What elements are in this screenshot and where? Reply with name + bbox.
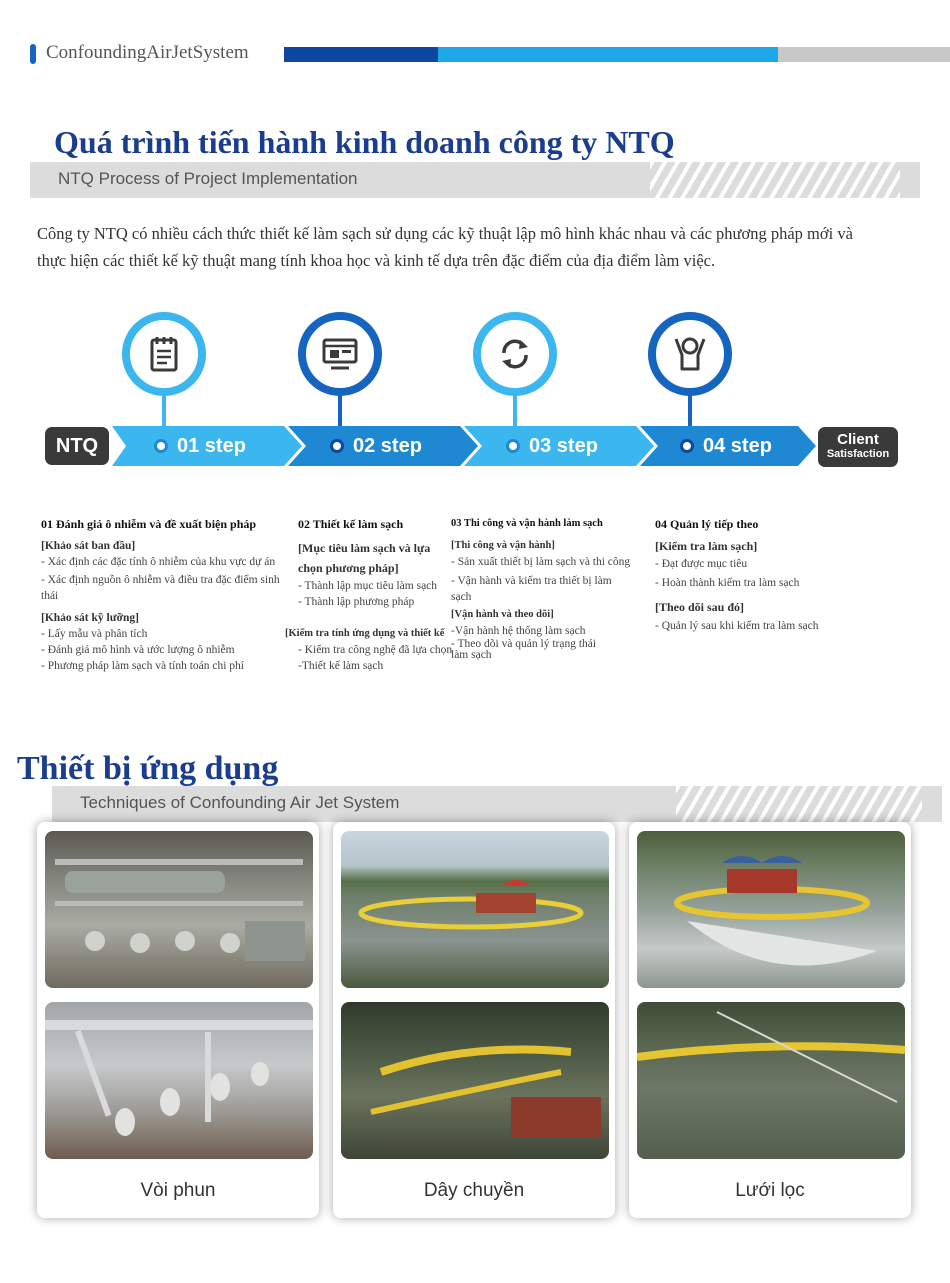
step-2-details-b: [285, 622, 455, 674]
end-tag: [818, 427, 898, 467]
col4-sub2: [Theo dõi sau đó]: [655, 600, 745, 614]
col1-item1: - Xác định các đặc tính ô nhiễm của khu vực dự án: [41, 556, 276, 568]
col3-item2: - Vận hành và kiểm tra thiết bị làm sạch: [451, 575, 612, 603]
equipment-card-filter: [629, 822, 911, 1218]
process-banner-stripes: [650, 162, 900, 198]
col3-sub1: [Thi công và vận hành]: [451, 540, 555, 551]
end-tag-line2: Satisfaction: [826, 448, 890, 460]
refresh-icon: [487, 326, 543, 382]
col2-sub2: [Kiểm tra tính ứng dụng và thiết kế: [285, 628, 445, 639]
col1-item4: - Đánh giá mô hình và ước lượng ô nhiễm: [41, 644, 235, 656]
filter-photo-1: [637, 831, 905, 988]
step-2-details: [298, 516, 450, 610]
col4-item3: - Quản lý sau khi kiểm tra làm sạch: [655, 620, 819, 632]
col4-item2: - Hoàn thành kiểm tra làm sạch: [655, 577, 800, 589]
caption-nozzle: Vòi phun: [140, 1180, 216, 1201]
col1-item5: - Phương pháp làm sạch và tính toán chi phí: [41, 660, 244, 672]
step-2-label: 02 step: [330, 426, 422, 466]
header-bar-gray: [778, 47, 950, 62]
step-pin-3: [473, 312, 557, 432]
col4-item1: - Đạt được mục tiêu: [655, 558, 748, 570]
equipment-subtitle: Techniques of Confounding Air Jet System: [80, 793, 400, 812]
col2-item4: -Thiết kế làm sạch: [298, 660, 384, 672]
equipment-card-chain: [333, 822, 615, 1218]
col1-heading: 01 Đánh giá ô nhiễm và đề xuất biện pháp: [41, 517, 257, 531]
monitor-icon: [312, 326, 368, 382]
end-tag-line1: Client: [837, 431, 879, 448]
nozzle-photo-2: [45, 1002, 313, 1159]
process-intro: Công ty NTQ có nhiều cách thức thiết kế làm sạch sử dụng các kỹ thuật lập mô hình khác nhau và các phương pháp mới và thực hiện các thiết kế kỹ thuật mang tính khoa học và kinh tế dựa trên đặc điểm của địa điểm làm việc.: [37, 224, 853, 270]
equipment-banner-stripes: [676, 786, 922, 822]
step-3-label: 03 step: [506, 426, 598, 466]
filter-photo-2: [637, 1002, 905, 1159]
nozzle-photo-1: [45, 831, 313, 988]
col1-item2: - Xác định nguồn ô nhiễm và điều tra đặc điểm sinh thái: [41, 574, 280, 602]
header-title: ConfoundingAirJetSystem: [46, 42, 249, 63]
caption-filter: Lưới lọc: [735, 1180, 805, 1201]
col2-item2: - Thành lập phương pháp: [298, 596, 415, 608]
notepad-icon: [136, 326, 192, 382]
start-tag: NTQ: [45, 427, 109, 465]
caption-chain: Dây chuyền: [423, 1180, 525, 1201]
step-pin-2: [298, 312, 382, 432]
col3-item3: -Vận hành hệ thống làm sạch: [451, 625, 586, 637]
col2-item1: - Thành lập mục tiêu làm sạch: [298, 580, 438, 592]
chain-photo-1: [341, 831, 609, 988]
equipment-card-nozzle: [37, 822, 319, 1218]
process-title: Quá trình tiến hành kinh doanh công ty NTQ: [54, 124, 675, 160]
col4-heading: 04 Quản lý tiếp theo: [655, 517, 759, 531]
col2-item3: - Kiểm tra công nghệ đã lựa chọn: [298, 644, 453, 656]
step-4-details: [655, 516, 885, 634]
col3-sub2: [Vận hành và theo dõi]: [451, 609, 554, 620]
person-icon: [662, 326, 718, 382]
col3-item1: - Sản xuất thiết bị làm sạch và thi công: [451, 556, 631, 568]
step-strip: [112, 426, 817, 466]
col1-item3: - Lấy mẫu và phân tích: [41, 628, 148, 640]
step-4-label: 04 step: [680, 426, 772, 466]
header-accent-mark: [30, 44, 36, 64]
col4-sub1: [Kiểm tra làm sạch]: [655, 539, 758, 553]
chain-photo-2: [341, 1002, 609, 1159]
step-3-details: [451, 516, 631, 661]
step-1-details: [41, 516, 291, 674]
header-bar-light: [438, 47, 778, 62]
col3-heading: 03 Thi công và vận hành làm sạch: [451, 518, 603, 529]
col2-heading: 02 Thiết kế làm sạch: [298, 517, 404, 531]
step-pin-4: [648, 312, 732, 432]
process-subtitle: NTQ Process of Project Implementation: [58, 169, 358, 188]
header-bar-dark: [284, 47, 438, 62]
col2-sub1: [Mục tiêu làm sạch và lựa chọn phương pháp]: [298, 541, 431, 575]
col1-sub1: [Khảo sát ban đầu]: [41, 540, 136, 552]
col3-item4: - Theo dõi và quản lý trạng thái làm sạch: [451, 638, 597, 661]
step-1-label: 01 step: [154, 426, 246, 466]
step-pin-1: [122, 312, 206, 432]
col1-sub2: [Khảo sát kỹ lưỡng]: [41, 612, 139, 624]
equipment-title: Thiết bị ứng dụng: [17, 750, 279, 787]
